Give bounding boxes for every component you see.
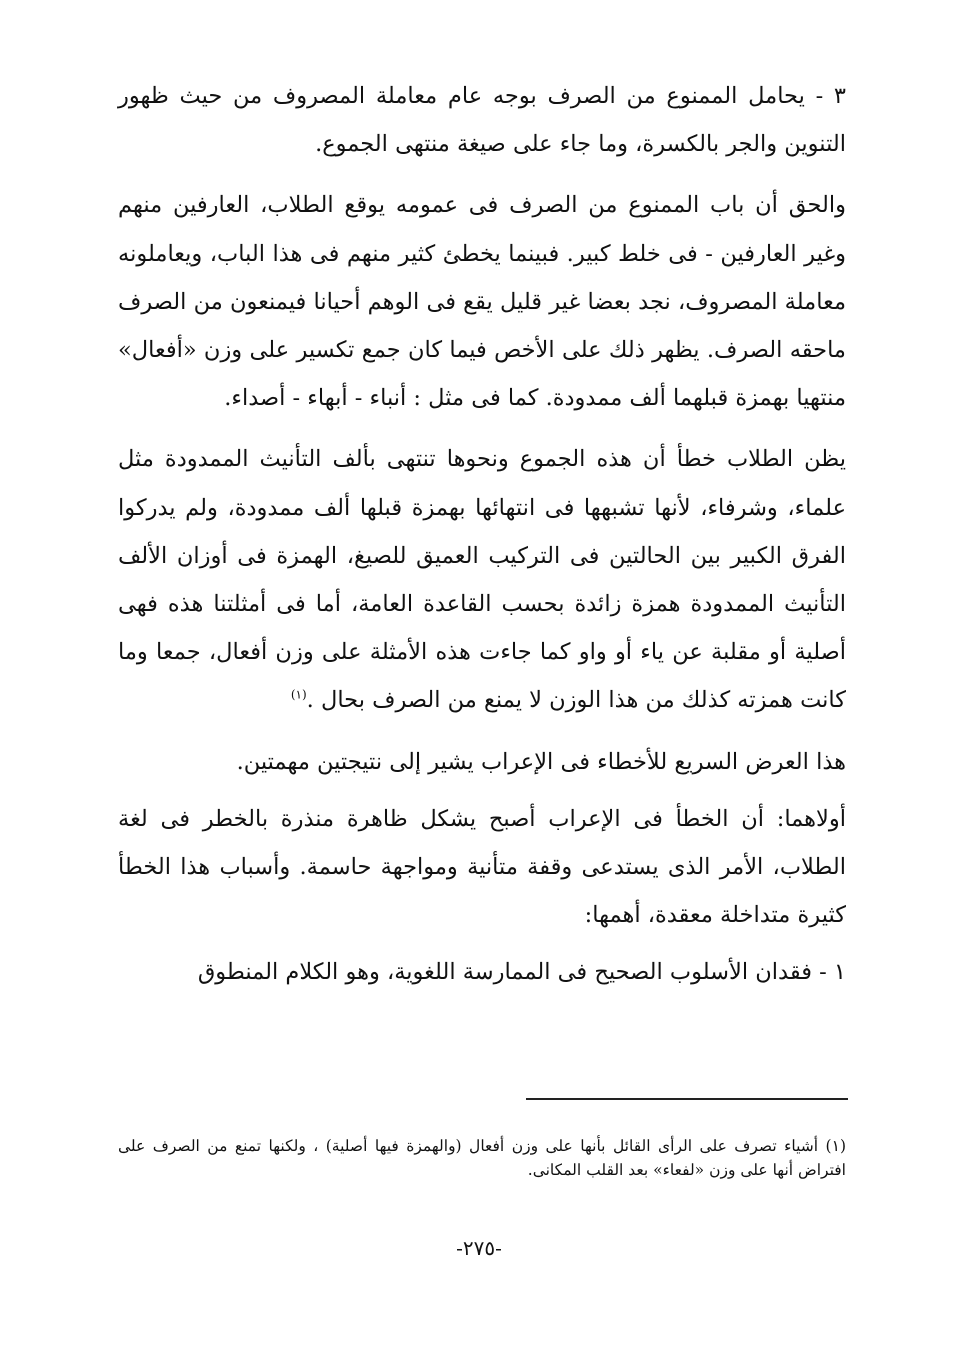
paragraph-6: ١ - فقدان الأسلوب الصحيح فى الممارسة اللغوية، وهو الكلام المنطوق bbox=[197, 959, 846, 986]
body-text bbox=[118, 72, 846, 997]
footnote-reference: (١) bbox=[290, 687, 307, 702]
paragraph-4: هذا العرض السريع للأخطاء فى الإعراب يشير إلى نتيجتين مهمتين. bbox=[236, 748, 846, 775]
paragraph-3-text: يظن الطلاب خطأ أن هذه الجموع ونحوها تنتهى بألف التأنيث الممدودة مثل علماء، وشرفاء، لأنها تشبهها فى انتهائها بهمزة قبلها ألف ممدودة، ولم يدركوا الفرق الكبير بين الحالتين فى التركيب العميق للصيغ، الهمزة فى أوزان الألف التأنيث الممدودة همزة زائدة بحسب القاعدة العامة، أما فى أمثلتنا هذه فهى أصلية أو مقلبة عن ياء أو واو كما جاءت هذه الأمثلة على وزن أفعال، جمعا وما كانت همزته كذلك من هذا الوزن لا يمنع من الصرف بحال . bbox=[118, 446, 846, 714]
paragraph-2: والحق أن باب الممنوع من الصرف فى عمومه يوقع الطلاب، العارفين منهم وغير العارفين - فى خلط كبير. فبينما يخطئ كثير منهم فى هذا الباب، ويعاملونه معاملة المصروف، نجد بعضا غير قليل يقع فى الوهم أحيانا فيمنعون من الصرف ماحقه الصرف. يظهر ذلك على الأخص فيما كان جمع تكسير على وزن «أفعال» منتهيا بهمزة قبلهما ألف ممدودة. كما فى مثل : أنباء - أبهاء - أصداء. bbox=[118, 192, 846, 412]
paragraph-1: ٣ - يحامل الممنوع من الصرف بوجه عام معاملة المصروف من حيث ظهور التنوين والجر بالكسرة، وما جاء على صيغة منتهى الجموع. bbox=[118, 83, 846, 158]
paragraph-5: أولاهما: أن الخطأ فى الإعراب أصبح يشكل ظاهرة منذرة بالخطر فى لغة الطلاب، الأمر الذى يستدعى وقفة متأنية ومواجهة حاسمة. وأسباب هذا الخطأ كثيرة متداخلة معقدة، أهمها: bbox=[118, 805, 846, 929]
footnote: (١) أشياء تصرف على الرأى القائل بأنها على وزن أفعال (والهمزة فيها أصلية) ، ولكنها تمنع من الصرف على افتراض أنها على وزن «لفعاء» بعد القلب المكانى. bbox=[118, 1137, 846, 1179]
paragraph-3 bbox=[118, 435, 846, 724]
page-number: -٢٧٥- bbox=[456, 1236, 502, 1260]
footnote-divider bbox=[526, 1098, 848, 1100]
